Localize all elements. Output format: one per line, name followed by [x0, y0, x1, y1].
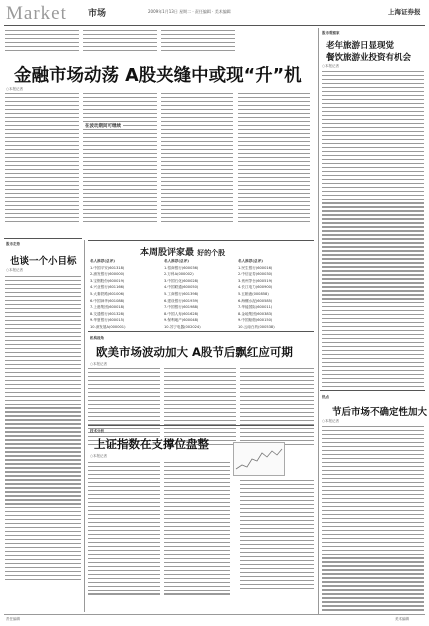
shanghai-col-3	[240, 480, 314, 589]
index-chart	[233, 442, 285, 476]
table-bottom-rule	[88, 331, 314, 332]
table-title	[140, 245, 225, 258]
table-cell: 3.贵州茅台(600519)	[238, 278, 273, 283]
main-subhead: 在波动期间可继续	[85, 124, 121, 129]
column-text	[5, 276, 81, 580]
europe-headline: 欧美市场波动加大 A股节后飘红应可期	[96, 345, 293, 359]
table-cell: 5.工商银行(601398)	[164, 291, 199, 296]
table-cell: 10.云南白药(000538)	[238, 324, 275, 329]
table-cell: 10.深发展A(000001)	[90, 324, 126, 329]
intro-text-block-2	[83, 30, 157, 51]
right-headline-1: 老年旅游日显现觉	[326, 41, 395, 51]
footer-right: 美术编辑	[395, 617, 409, 621]
market-masthead: Market	[6, 3, 67, 24]
column-divider	[318, 28, 319, 614]
header-rule	[4, 25, 425, 26]
shanghai-headline: 上证指数在支撑位盘整	[94, 437, 209, 451]
section-label: 市场	[88, 9, 107, 19]
table-cell: 9.华夏银行(600015)	[90, 318, 125, 323]
column-headline: 也谈一个小目标	[10, 256, 77, 267]
table-cell: 5.五粮液(000858)	[238, 291, 269, 296]
table-cell: 2.万科A(000002)	[164, 272, 194, 277]
table-col-header: 名人推荐(总评)	[164, 259, 189, 263]
shanghai-kicker: 技术分析	[90, 429, 104, 433]
table-cell: 2.中信证券(600030)	[238, 272, 273, 277]
table-col-3	[238, 258, 275, 331]
table-cell: 7.中国银行(601988)	[164, 305, 199, 310]
table-cell: 6.海螺水泥(600585)	[238, 298, 273, 303]
holiday-headline: 节后市场不确定性加大	[332, 407, 428, 418]
table-cell: 9.中国船舶(600150)	[238, 318, 273, 323]
column-kicker: 股市走势	[6, 242, 20, 246]
table-title-emphasis: 好的个股	[197, 249, 226, 257]
table-cell: 8.交通银行(601328)	[90, 311, 125, 316]
shanghai-col-2	[164, 462, 230, 595]
holiday-rule	[320, 390, 425, 391]
right-headline-2: 餐饮旅游业投资有机会	[326, 53, 412, 63]
table-cell: 8.金地集团(600383)	[238, 311, 273, 316]
right-top-text	[322, 71, 424, 387]
main-col-1	[5, 93, 79, 222]
paper-logo: 上海证券报	[388, 8, 421, 16]
europe-col-3	[240, 368, 314, 445]
intro-text-block-3	[161, 30, 235, 51]
table-col-header: 名人推荐(总评)	[238, 259, 263, 263]
main-headline: 金融市场动荡 A股夹缝中或现“升”机	[14, 66, 302, 86]
main-col-3	[161, 93, 233, 222]
shanghai-rule	[88, 425, 314, 426]
table-cell: 9.保利地产(600048)	[164, 318, 199, 323]
right-kicker: 股市观察家	[322, 31, 340, 35]
main-byline: ○本报记者	[6, 87, 24, 91]
table-cell: 6.中国神华(601088)	[90, 298, 125, 303]
main-col-2	[83, 93, 157, 222]
column-story-divider	[84, 240, 85, 612]
table-cell: 4.中国联通(600050)	[164, 285, 199, 290]
index-chart-svg	[234, 443, 284, 475]
europe-byline: ○本报记者	[90, 362, 108, 366]
table-cell: 1.中国平安(601318)	[90, 265, 125, 270]
issue-info: 2009年1月13日 星期二 · 责任编辑 · 美术编辑	[148, 9, 231, 14]
rating-table	[88, 258, 314, 329]
table-col-2	[164, 258, 201, 331]
shanghai-byline: ○本报记者	[90, 454, 108, 458]
holiday-byline: ○本报记者	[322, 419, 340, 423]
footer-rule	[4, 614, 425, 615]
table-col-header: 名人推荐(总评)	[90, 259, 115, 263]
table-cell: 3.中国石化(600028)	[164, 278, 199, 283]
europe-kicker: 机构视角	[90, 336, 104, 340]
table-cell: 8.中国人寿(601628)	[164, 311, 199, 316]
europe-col-2	[164, 368, 236, 445]
table-cell: 1.民生银行(600016)	[238, 265, 273, 270]
holiday-kicker: 热点	[322, 395, 329, 399]
table-top-rule	[88, 240, 314, 241]
table-cell: 3.宝钢股份(600019)	[90, 278, 125, 283]
main-col-4	[238, 93, 310, 222]
table-title-main: 本周股评家最	[140, 248, 195, 258]
holiday-text	[322, 426, 424, 611]
table-cell: 2.浦发银行(600000)	[90, 272, 125, 277]
intro-text-block	[5, 30, 79, 51]
right-byline: ○本报记者	[322, 64, 340, 68]
table-cell: 4.长江电力(600900)	[238, 285, 273, 290]
table-cell: 4.兴业银行(601166)	[90, 285, 125, 290]
table-cell: 1.招商银行(600036)	[164, 265, 199, 270]
column-story-rule	[4, 238, 82, 239]
footer-left: 责任编辑	[6, 617, 20, 621]
table-cell: 7.华能国际(600011)	[238, 305, 273, 310]
column-byline: ○本报记者	[6, 268, 24, 272]
table-cell: 6.建设银行(601939)	[164, 298, 199, 303]
table-cell: 7.上港集团(600018)	[90, 305, 125, 310]
table-cell: 5.大秦铁路(601006)	[90, 291, 125, 296]
table-cell: 10.苏宁电器(002024)	[164, 324, 201, 329]
shanghai-col-1	[88, 462, 160, 595]
table-col-1	[90, 258, 125, 331]
